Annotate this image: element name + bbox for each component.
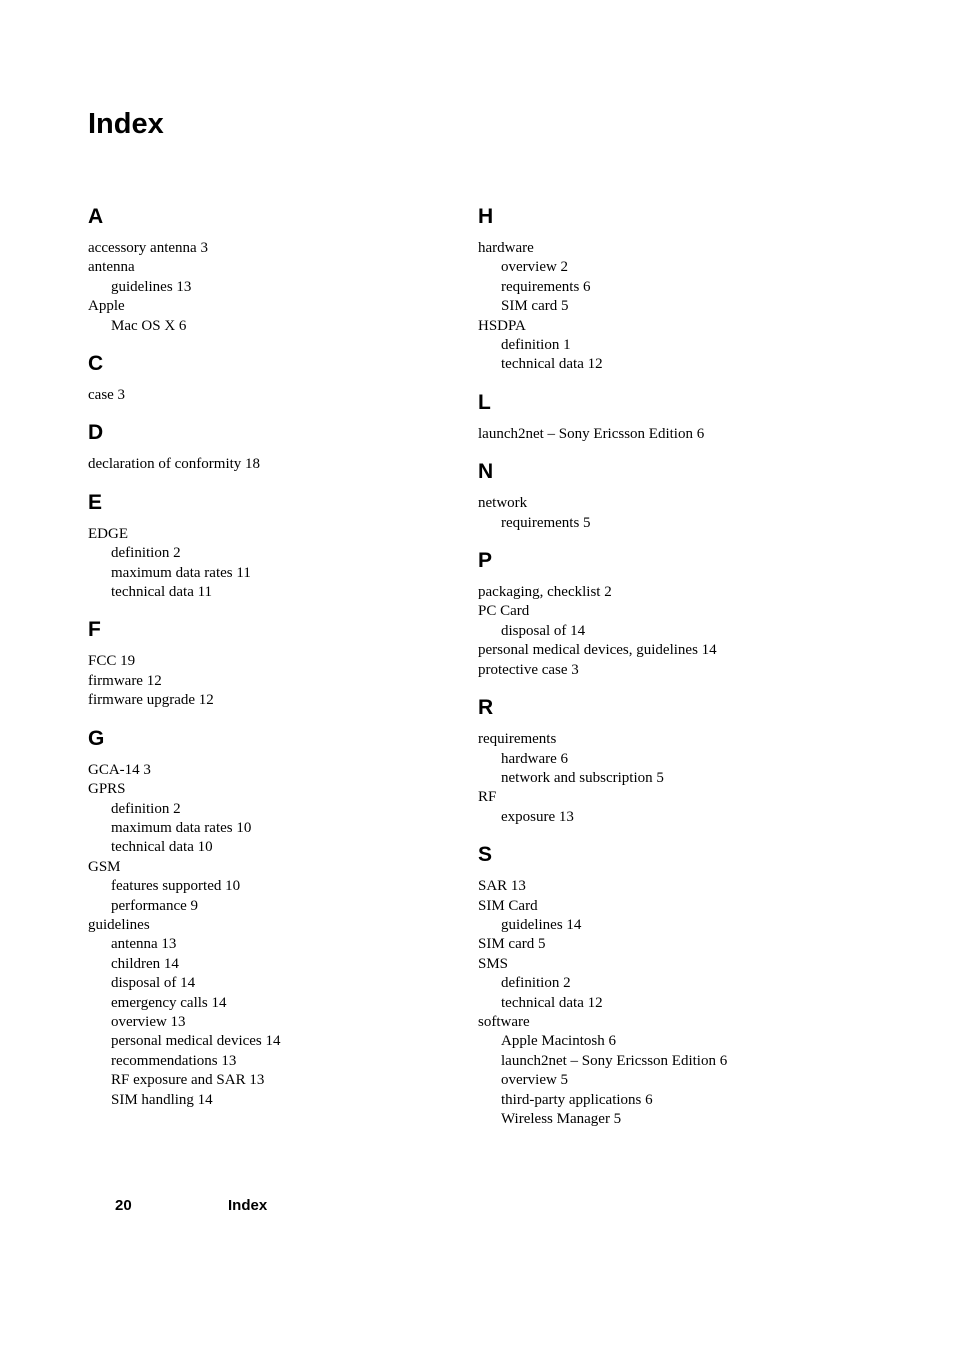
index-section bbox=[478, 547, 878, 680]
sub-entry-list bbox=[478, 514, 878, 533]
index-sub-entry: Apple Macintosh 6 bbox=[501, 1033, 616, 1050]
index-sub-entry: guidelines 14 bbox=[501, 916, 582, 933]
index-entry: Apple bbox=[88, 298, 125, 315]
section-letter: N bbox=[478, 460, 494, 484]
sub-entry-list bbox=[88, 544, 468, 602]
index-sub-entry: hardware 6 bbox=[501, 750, 569, 767]
entry-list bbox=[478, 425, 878, 444]
sub-entry-list bbox=[478, 336, 878, 375]
index-entry-item bbox=[478, 494, 878, 533]
entry-list bbox=[478, 583, 878, 680]
sub-entry-list bbox=[88, 317, 468, 336]
section-letter: C bbox=[88, 352, 104, 376]
index-sub-entry: antenna 13 bbox=[111, 936, 177, 953]
entry-list bbox=[478, 877, 878, 1129]
section-letter: S bbox=[478, 843, 493, 867]
entry-list bbox=[88, 239, 468, 336]
index-sub-entry: launch2net – Sony Ericsson Edition 6 bbox=[501, 1052, 728, 1069]
section-letter: G bbox=[88, 726, 105, 750]
index-entry: hardware bbox=[478, 240, 534, 256]
index-entry: firmware 12 bbox=[88, 672, 162, 689]
index-sub-entry: personal medical devices 14 bbox=[111, 1033, 281, 1050]
entry-list bbox=[88, 525, 468, 603]
index-sub-entry: definition 2 bbox=[501, 975, 571, 992]
index-entry-item bbox=[478, 788, 878, 827]
sub-entry-list bbox=[478, 916, 878, 935]
index-sub-entry: disposal of 14 bbox=[111, 975, 196, 992]
index-entry: RF bbox=[478, 789, 497, 806]
index-entry: EDGE bbox=[88, 525, 128, 542]
index-sub-entry: exposure 13 bbox=[501, 808, 574, 825]
index-sub-entry: children 14 bbox=[111, 955, 179, 972]
section-letter: E bbox=[88, 490, 103, 514]
sub-entry-list bbox=[478, 750, 878, 789]
index-section bbox=[478, 694, 878, 827]
entry-list bbox=[88, 455, 468, 474]
index-entry: firmware upgrade 12 bbox=[88, 692, 214, 709]
index-entry-item bbox=[88, 525, 468, 603]
index-section bbox=[88, 350, 468, 405]
index-entry-item bbox=[478, 897, 878, 936]
index-entry-item bbox=[88, 652, 468, 671]
index-entry: SMS bbox=[478, 955, 509, 972]
index-entry: antenna bbox=[88, 259, 135, 276]
index-column-right bbox=[478, 203, 878, 1143]
entry-list bbox=[478, 239, 878, 375]
index-entry-item bbox=[88, 455, 468, 474]
index-sub-entry: Mac OS X 6 bbox=[111, 317, 187, 334]
index-sub-entry: requirements 5 bbox=[501, 514, 591, 531]
index-entry: guidelines bbox=[88, 916, 150, 933]
sub-entry-list bbox=[88, 935, 468, 1110]
index-entry: FCC 19 bbox=[88, 653, 136, 670]
section-letter: H bbox=[478, 205, 494, 228]
index-entry-item bbox=[88, 858, 468, 916]
index-entry-item bbox=[478, 935, 878, 954]
index-sub-entry: definition 2 bbox=[111, 545, 181, 562]
index-sub-entry: maximum data rates 10 bbox=[111, 819, 252, 836]
entry-list bbox=[88, 652, 468, 710]
sub-entry-list bbox=[478, 808, 878, 827]
index-entry: SIM Card bbox=[478, 897, 538, 914]
section-letter: L bbox=[478, 390, 491, 414]
index-entry-item bbox=[88, 239, 468, 258]
section-letter: R bbox=[478, 696, 494, 720]
index-section bbox=[88, 616, 468, 710]
index-entry: GSM bbox=[88, 858, 121, 875]
index-section bbox=[88, 725, 468, 1110]
index-column-left bbox=[88, 203, 468, 1124]
index-sub-entry: guidelines 13 bbox=[111, 278, 192, 295]
entry-list bbox=[88, 761, 468, 1110]
index-entry: network bbox=[478, 495, 528, 512]
index-entry-item bbox=[88, 691, 468, 710]
index-entry-item bbox=[88, 672, 468, 691]
section-letter: F bbox=[88, 618, 101, 642]
index-section bbox=[478, 458, 878, 533]
index-sub-entry: emergency calls 14 bbox=[111, 994, 227, 1011]
sub-entry-list bbox=[88, 800, 468, 858]
index-sub-entry: Wireless Manager 5 bbox=[501, 1111, 622, 1127]
index-sub-entry: SIM handling 14 bbox=[111, 1091, 213, 1108]
index-sub-entry: disposal of 14 bbox=[501, 622, 586, 639]
index-entry-item bbox=[478, 641, 878, 660]
index-section bbox=[88, 203, 468, 336]
page-title: Index bbox=[88, 108, 164, 140]
index-sub-entry: requirements 6 bbox=[501, 278, 591, 295]
index-section bbox=[478, 203, 878, 375]
entry-list bbox=[478, 730, 878, 827]
index-entry-item bbox=[88, 258, 468, 297]
index-sub-entry: definition 2 bbox=[111, 800, 181, 817]
index-sub-entry: technical data 12 bbox=[501, 356, 603, 373]
index-entry: case 3 bbox=[88, 387, 126, 404]
sub-entry-list bbox=[88, 877, 468, 916]
index-entry-item bbox=[478, 661, 878, 680]
index-sub-entry: RF exposure and SAR 13 bbox=[111, 1072, 265, 1089]
index-sub-entry: definition 1 bbox=[501, 337, 571, 354]
index-sub-entry: overview 13 bbox=[111, 1013, 186, 1030]
sub-entry-list bbox=[88, 278, 468, 297]
sub-entry-list bbox=[478, 1032, 878, 1129]
index-entry: GCA-14 3 bbox=[88, 761, 151, 778]
index-entry-item bbox=[478, 317, 878, 375]
index-entry: SAR 13 bbox=[478, 878, 526, 895]
index-sub-entry: network and subscription 5 bbox=[501, 769, 664, 786]
index-sub-entry: technical data 12 bbox=[501, 994, 603, 1011]
index-sub-entry: features supported 10 bbox=[111, 878, 241, 895]
index-sub-entry: technical data 10 bbox=[111, 839, 213, 856]
index-entry: personal medical devices, guidelines 14 bbox=[478, 642, 717, 659]
index-section bbox=[478, 841, 878, 1129]
index-entry: protective case 3 bbox=[478, 661, 579, 678]
index-sub-entry: technical data 11 bbox=[111, 584, 213, 601]
index-section bbox=[88, 489, 468, 603]
section-letter: D bbox=[88, 421, 104, 445]
index-entry-item bbox=[478, 583, 878, 602]
index-entry-item bbox=[478, 877, 878, 896]
index-entry: GPRS bbox=[88, 781, 126, 798]
index-entry-item bbox=[88, 761, 468, 780]
index-entry-item bbox=[88, 780, 468, 858]
index-entry-item bbox=[88, 386, 468, 405]
index-entry: HSDPA bbox=[478, 317, 526, 334]
index-entry-item bbox=[478, 602, 878, 641]
index-entry-item bbox=[478, 239, 878, 317]
index-entry: declaration of conformity 18 bbox=[88, 456, 261, 473]
index-sub-entry: maximum data rates 11 bbox=[111, 564, 251, 581]
sub-entry-list bbox=[478, 622, 878, 641]
sub-entry-list bbox=[478, 258, 878, 316]
index-entry: SIM card 5 bbox=[478, 936, 546, 953]
section-letter: A bbox=[88, 205, 104, 228]
index-sub-entry: third-party applications 6 bbox=[501, 1091, 653, 1108]
sub-entry-list bbox=[478, 974, 878, 1013]
index-entry-item bbox=[88, 916, 468, 1110]
index-sub-entry: recommendations 13 bbox=[111, 1052, 237, 1069]
index-entry-item bbox=[478, 1013, 878, 1129]
entry-list bbox=[88, 386, 468, 405]
index-entry: requirements bbox=[478, 731, 557, 748]
footer-page-number: 20 bbox=[115, 1197, 132, 1214]
index-sub-entry: performance 9 bbox=[111, 897, 199, 914]
index-entry-item bbox=[478, 425, 878, 444]
index-entry: PC Card bbox=[478, 603, 530, 620]
index-section bbox=[478, 389, 878, 444]
index-section bbox=[88, 419, 468, 474]
index-sub-entry: overview 5 bbox=[501, 1072, 569, 1089]
index-sub-entry: overview 2 bbox=[501, 259, 569, 276]
index-entry-item bbox=[478, 955, 878, 1013]
index-entry: software bbox=[478, 1013, 530, 1030]
index-sub-entry: SIM card 5 bbox=[501, 298, 569, 315]
index-entry-item bbox=[478, 730, 878, 788]
index-entry: packaging, checklist 2 bbox=[478, 584, 612, 601]
entry-list bbox=[478, 494, 878, 533]
footer-section-title: Index bbox=[228, 1197, 268, 1214]
index-entry-item bbox=[88, 297, 468, 336]
section-letter: P bbox=[478, 549, 493, 573]
index-entry: accessory antenna 3 bbox=[88, 240, 208, 256]
index-entry: launch2net – Sony Ericsson Edition 6 bbox=[478, 425, 705, 442]
